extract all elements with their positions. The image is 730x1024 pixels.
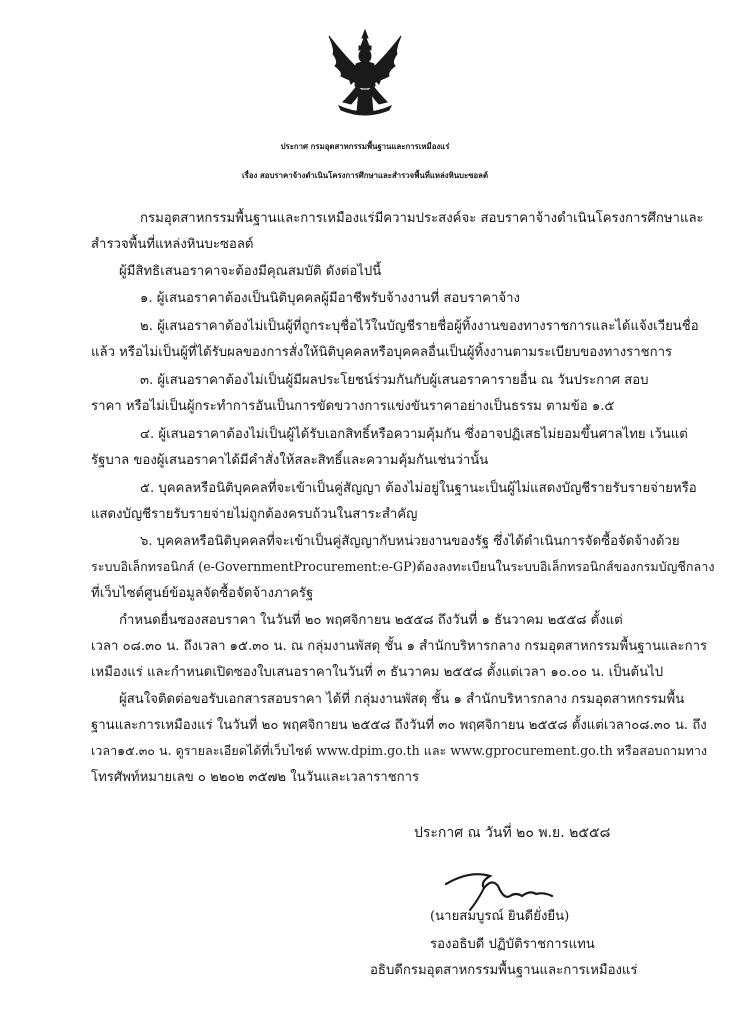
intro-line-2: สำรวจพื้นที่แหล่งหินบะซอลต์ xyxy=(91,237,254,252)
announcement-subject: เรื่อง สอบราคาจ้างดำเนินโครงการศึกษาและสำรวจพื้นที่แหล่งหินบะซอลต์ xyxy=(241,171,489,180)
qualification-item-3-cont: ราคา หรือไม่เป็นผู้กระทำการอันเป็นการขัดขวางการแข่งขันราคาอย่างเป็นธรรม ตามข้อ ๑.๕ xyxy=(91,399,615,414)
schedule-line-3: เหมืองแร่ และกำหนดเปิดซองใบเสนอราคาในวันที่ ๓ ธันวาคม ๒๕๕๘ ตั้งแต่เวลา ๑๐.๐๐ น. เป็นต้นไป xyxy=(91,665,664,680)
qualification-item-6-cont: ระบบอิเล็กทรอนิกส์ (e-GovernmentProcurement:e-GP)ต้องลงทะเบียนในระบบอิเล็กทรอนิกส์ของกรมบัญชีกลาง xyxy=(91,559,715,574)
signer-title: รองอธิบดี ปฏิบัติราชการแทน xyxy=(430,937,595,952)
qualification-item-5: ๕. บุคคลหรือนิติบุคคลที่จะเข้าเป็นคู่สัญญา ต้องไม่อยู่ในฐานะเป็นผู้ไม่แสดงบัญชีรายรับรายจ่ายหรือ xyxy=(140,481,697,496)
announcement-title: ประกาศ กรมอุตสาหกรรมพื้นฐานและการเหมืองแร่ xyxy=(280,142,450,151)
qualification-item-1: ๑. ผู้เสนอราคาต้องเป็นนิติบุคคลผู้มีอาชีพรับจ้างงานที่ สอบราคาจ้าง xyxy=(140,291,520,306)
qualification-item-4: ๔. ผู้เสนอราคาต้องไม่เป็นผู้ได้รับเอกสิทธิ์หรือความคุ้มกัน ซึ่งอาจปฏิเสธไม่ยอมขึ้นศาลไทย เว้นแต่ xyxy=(140,427,688,442)
intro-line-1: กรมอุตสาหกรรมพื้นฐานและการเหมืองแร่มีความประสงค์จะ สอบราคาจ้างดำเนินโครงการศึกษาและ xyxy=(140,211,704,226)
qualification-item-5-cont: แสดงบัญชีรายรับรายจ่ายไม่ถูกต้องครบถ้วนในสาระสำคัญ xyxy=(91,507,418,522)
qualification-item-2-cont: แล้ว หรือไม่เป็นผู้ที่ได้รับผลของการสั่งให้นิติบุคคลหรือบุคคลอื่นเป็นผู้ทิ้งงานตามระเบียบของทางราชการ xyxy=(91,345,673,360)
qualification-item-4-cont: รัฐบาล ของผู้เสนอราคาได้มีคำสั่งให้สละสิทธิ์และความคุ้มกันเช่นว่านั้น xyxy=(91,453,489,468)
qualification-item-2: ๒. ผู้เสนอราคาต้องไม่เป็นผู้ที่ถูกระบุชื่อไว้ในบัญชีรายชื่อผู้ทิ้งงานของทางราชการและได้แจ้งเวียนชื่อ xyxy=(140,319,699,334)
schedule-line-2: เวลา ๐๘.๓๐ น. ถึงเวลา ๑๕.๓๐ น. ณ กลุ่มงานพัสดุ ชั้น ๑ สำนักบริหารกลาง กรมอุตสาหกรรมพื้นฐานและการ xyxy=(91,639,708,654)
qualification-item-6-cont-2: ที่เว็บไซต์ศูนย์ข้อมูลจัดซื้อจัดจ้างภาครัฐ xyxy=(91,586,314,601)
contact-line-3: เวลา๑๕.๓๐ น. ดูรายละเอียดได้ที่เว็บไซต์ www.dpim.go.th และ www.gprocurement.go.th หรือสอบถามทาง xyxy=(91,743,708,758)
contact-line-4: โทรศัพท์หมายเลข ๐ ๒๒๐๒ ๓๕๗๒ ในวันและเวลาราชการ xyxy=(91,770,420,785)
signer-organization: อธิบดีกรมอุตสาหกรรมพื้นฐานและการเหมืองแร่ xyxy=(370,963,638,978)
announcement-date: ประกาศ ณ วันที่ ๒๐ พ.ย. ๒๕๕๘ xyxy=(414,825,611,841)
contact-line-1: ผู้สนใจติดต่อขอรับเอกสารสอบราคา ได้ที่ กลุ่มงานพัสดุ ชั้น ๑ สำนักบริหารกลาง กรมอุตสาหกรรมพื้น xyxy=(119,692,685,707)
qualification-intro: ผู้มีสิทธิเสนอราคาจะต้องมีคุณสมบัติ ดังต่อไปนี้ xyxy=(119,264,382,279)
schedule-line-1: กำหนดยื่นซองสอบราคา ในวันที่ ๒๐ พฤศจิกายน ๒๕๕๘ ถึงวันที่ ๑ ธันวาคม ๒๕๕๘ ตั้งแต่ xyxy=(119,613,623,628)
garuda-emblem-icon xyxy=(325,28,405,120)
qualification-item-6: ๖. บุคคลหรือนิติบุคคลที่จะเข้าเป็นคู่สัญญากับหน่วยงานของรัฐ ซึ่งได้ดำเนินการจัดซื้อจัดจ้างด้วย xyxy=(140,534,680,549)
qualification-item-3: ๓. ผู้เสนอราคาต้องไม่เป็นผู้มีผลประโยชน์ร่วมกันกับผู้เสนอราคารายอื่น ณ วันประกาศ สอบ xyxy=(140,373,649,388)
contact-line-2: ฐานและการเหมืองแร่ ในวันที่ ๒๐ พฤศจิกายน ๒๕๕๘ ถึงวันที่ ๓๐ พฤศจิกายน ๒๕๕๘ ตั้งแต่เวลา๐๘.๓๐ น. ถึง xyxy=(91,718,707,733)
signer-name: (นายสมบูรณ์ ยินดียั่งยืน) xyxy=(430,909,570,924)
